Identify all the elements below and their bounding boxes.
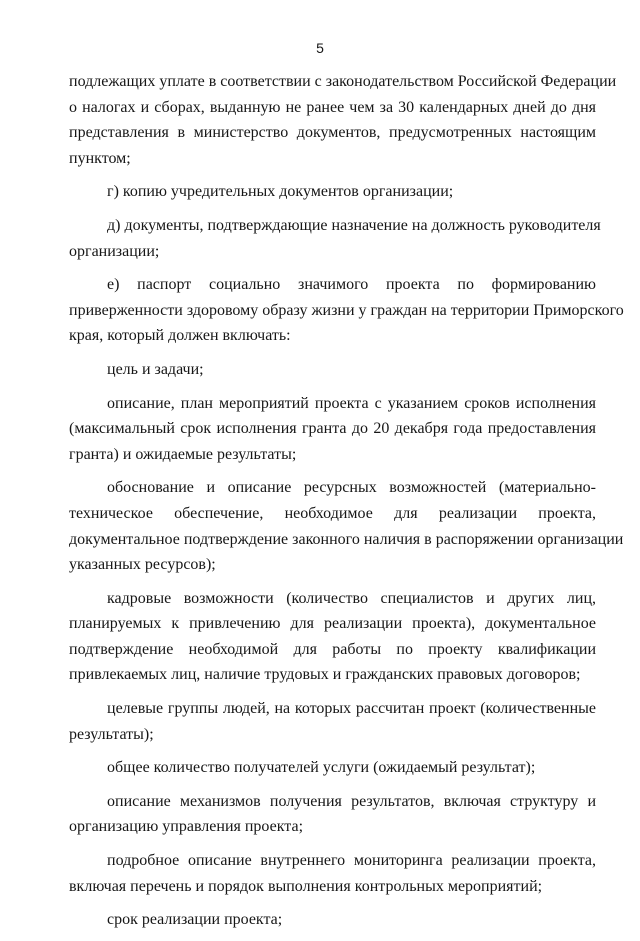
paragraph [69,69,617,171]
text-line: техническое обеспечение, необходимое для реализации проекта, [69,504,596,522]
page-number: 5 [316,40,324,56]
text-line: пунктом; [69,149,131,167]
paragraph [69,789,596,840]
paragraph [69,179,596,205]
paragraph [69,907,596,933]
text-line: приверженности здоровому образу жизни у граждан на территории Приморского [69,301,624,319]
paragraph [69,391,596,468]
paragraph [69,696,596,747]
text-line: организацию управления проекта; [69,818,304,836]
text-line: кадровые возможности (количество специалистов и других лиц, [107,589,596,607]
text-line: (максимальный срок исполнения гранта до 20 декабря года предоставления [69,420,596,438]
text-line: общее количество получателей услуги (ожидаемый результат); [107,759,536,777]
paragraph [69,357,596,383]
text-line: организации; [69,242,160,260]
text-line: подробное описание внутреннего мониторинга реализации проекта, [107,852,596,870]
paragraph [69,586,596,688]
paragraph [69,848,596,899]
text-line: привлекаемых лиц, наличие трудовых и гражданских правовых договоров; [69,666,581,684]
text-line: результаты); [69,725,154,743]
text-line: срок реализации проекта; [107,911,283,929]
text-line: о налогах и сборах, выданную не ранее чем за 30 календарных дней до дня [69,98,596,116]
text-line: планируемых к привлечению для реализации проекта), документальное [69,615,596,633]
paragraph [69,475,624,577]
paragraph [69,272,624,349]
text-line: обоснование и описание ресурсных возможностей (материально- [107,479,596,497]
document-body [69,69,624,941]
text-line: гранта) и ожидаемые результаты; [69,445,297,463]
text-line: подтверждение необходимой для работы по проекту квалификации [69,640,596,658]
paragraph [69,755,596,781]
text-line: е) паспорт социально значимого проекта по формированию [107,276,596,294]
paragraph [69,213,601,264]
text-line: документальное подтверждение законного наличия в распоряжении организации [69,530,624,548]
text-line: цель и задачи; [107,360,204,378]
text-line: целевые группы людей, на которых рассчитан проект (количественные [107,700,596,718]
text-line: включая перечень и порядок выполнения контрольных мероприятий; [69,877,543,895]
text-line: представления в министерство документов, предусмотренных настоящим [69,124,596,142]
text-line: описание механизмов получения результатов, включая структуру и [107,792,596,810]
text-line: д) документы, подтверждающие назначение на должность руководителя [107,216,601,234]
text-line: описание, план мероприятий проекта с указанием сроков исполнения [107,394,596,412]
text-line: г) копию учредительных документов организации; [107,183,454,201]
text-line: края, который должен включать: [69,327,291,345]
text-line: указанных ресурсов); [69,556,216,574]
text-line: подлежащих уплате в соответствии с законодательством Российской Федерации [69,73,617,90]
